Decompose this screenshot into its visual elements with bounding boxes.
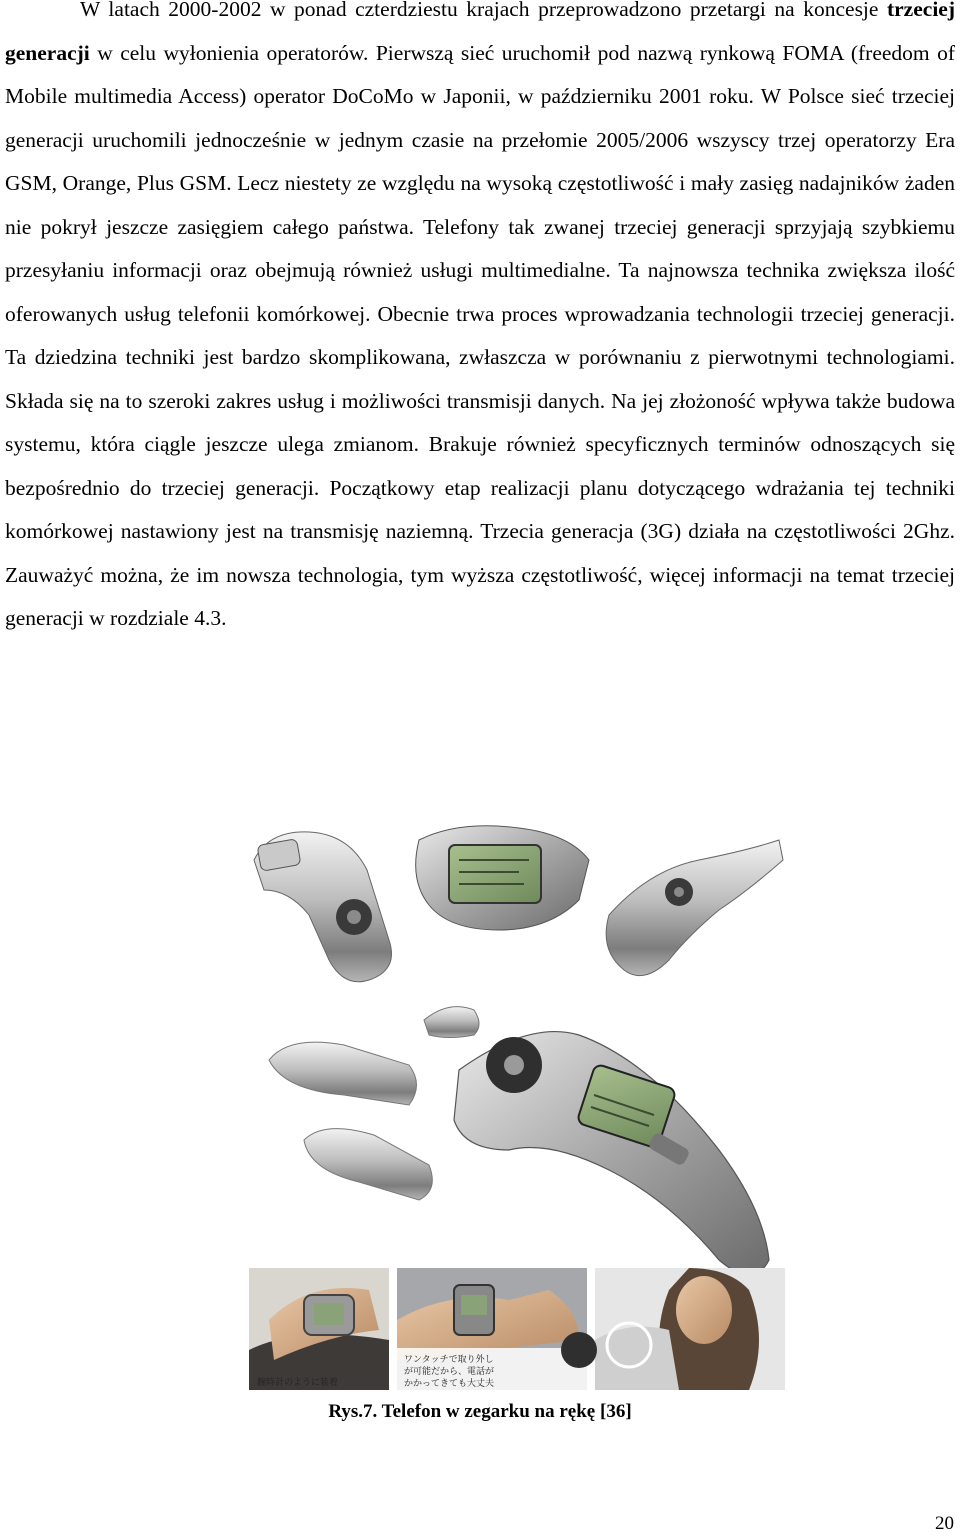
usage-photo-wrist xyxy=(249,1268,389,1390)
page-number: 20 xyxy=(935,1513,954,1534)
figure-watch-phone-photo xyxy=(249,820,785,1392)
photo-caption-left: 腕時計のように装着 xyxy=(257,1378,339,1388)
photo-caption-mid-1: ワンタッチで取り外し xyxy=(404,1355,494,1365)
photo-caption-mid-2: が可能だから、電話が xyxy=(404,1367,495,1377)
detached-covers xyxy=(269,1007,479,1200)
watch-phone-center xyxy=(416,826,589,930)
figure-caption: Rys.7. Telefon w zegarku na rękę [36] xyxy=(328,1401,632,1422)
watch-phone-right xyxy=(606,840,783,976)
photo-caption-mid-3: かかってきても大丈夫 xyxy=(404,1379,495,1389)
watch-phone-left xyxy=(254,832,392,982)
usage-photo-call xyxy=(561,1268,785,1390)
paragraph-text-start: W latach 2000-2002 w ponad czterdziestu krajach przeprowadzono przetargi na koncesje xyxy=(80,0,887,21)
unfolded-phone-band xyxy=(454,1032,769,1275)
usage-photo-detach xyxy=(397,1268,587,1390)
bold-phrase: trzeciej generacji xyxy=(5,0,955,65)
body-paragraph xyxy=(5,0,955,641)
paragraph-text-rest: w celu wyłonienia operatorów. Pierwszą sieć uruchomił pod nazwą rynkową FOMA (freedom of Mobile multimedia Access) operator DoCoMo w Japonii, w październiku 2001 roku. W Polsce sieć trzeciej generacji uruchomili jednocześnie w jednym czasie na przełomie 2005/2006 wszyscy trzej operatorzy Era GSM, Orange, Plus GSM. Lecz niestety ze względu na wysoką częstotliwość i mały zasięg nadajników żaden nie pokrył jeszcze zasięgiem całego państwa. Telefony tak zwanej trzeciej generacji sprzyjają szybkiemu przesyłaniu informacji oraz obejmują również usługi multimedialne. Ta najnowsza technika zwiększa ilość oferowanych usług telefonii komórkowej. Obecnie trwa proces wprowadzania technologii trzeciej generacji. Ta dziedzina techniki jest bardzo skomplikowana, zwłaszcza w porównaniu z pierwotnymi technologiami. Składa się na to szeroki zakres usług i możliwości transmisji danych. Na jej złożoność wpływa także budowa systemu, która ciągle jeszcze ulega zmianom. Brakuje również specyficznych terminów odnoszących się bezpośrednio do trzeciej generacji. Początkowy etap realizacji planu dotyczącego wdrażania tej techniki komórkowej nastawiony jest na transmisję naziemną. Trzecia generacja (3G) działa na częstotliwości 2Ghz. Zauważyć można, że im nowsza technologia, tym wyższa częstotliwość, więcej informacji na temat trzeciej generacji w rozdziale 4.3. xyxy=(5,40,955,630)
